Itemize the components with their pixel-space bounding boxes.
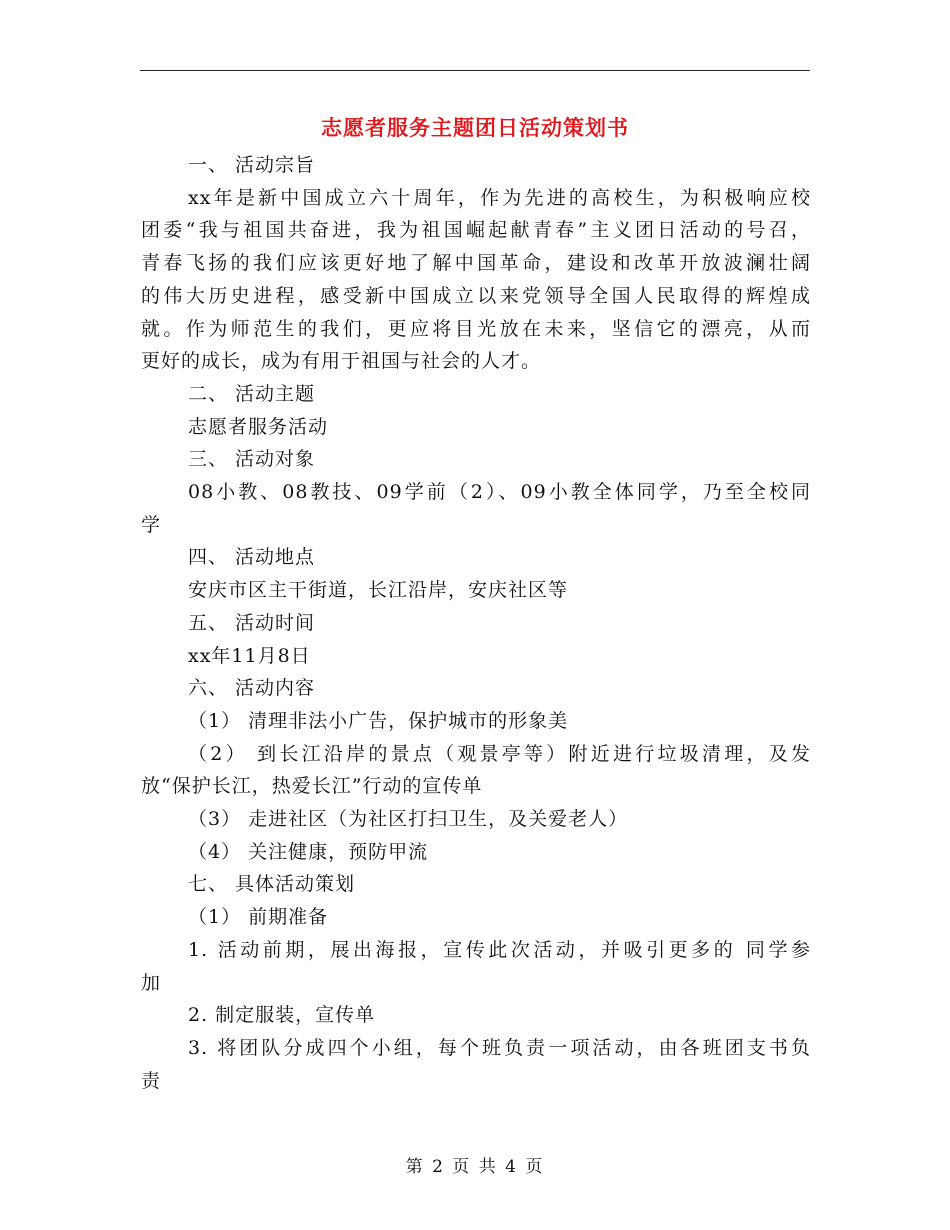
paragraph-line: 的伟大历史进程，感受新中国成立以来党领导全国人民取得的辉煌成 bbox=[141, 284, 811, 307]
paragraph-line: 青春飞扬的我们应该更好地了解中国革命，建设和改革开放波澜壮阔 bbox=[141, 252, 811, 275]
paragraph-line: 08小教、08教技、09学前（2）、09小教全体同学，乃至全校同 bbox=[188, 481, 811, 504]
section-heading: 四、 活动地点 bbox=[188, 546, 316, 569]
section-heading: 六、 活动内容 bbox=[188, 677, 316, 700]
list-item: （1） 前期准备 bbox=[188, 906, 329, 929]
section-heading: 五、 活动时间 bbox=[188, 611, 316, 634]
paragraph-line: 安庆市区主干街道，长江沿岸，安庆社区等 bbox=[188, 579, 569, 602]
header-rule bbox=[140, 70, 810, 71]
list-item: （4） 关注健康，预防甲流 bbox=[188, 840, 429, 863]
section-heading: 三、 活动对象 bbox=[188, 448, 316, 471]
list-item: 加 bbox=[141, 971, 162, 994]
paragraph-line: 更好的成长，成为有用于祖国与社会的人才。 bbox=[141, 350, 542, 373]
list-item: （3） 走进社区（为社区打扫卫生，及关爱老人） bbox=[188, 808, 629, 831]
list-item: 放“保护长江，热爱长江”行动的宣传单 bbox=[141, 775, 483, 798]
section-heading: 二、 活动主题 bbox=[188, 382, 316, 405]
paragraph-line: 志愿者服务活动 bbox=[188, 415, 329, 438]
paragraph-line: xx年11月8日 bbox=[188, 644, 311, 667]
document-body bbox=[141, 149, 811, 1097]
list-item: （1） 清理非法小广告，保护城市的形象美 bbox=[188, 709, 569, 732]
document-title: 志愿者服务主题团日活动策划书 bbox=[321, 115, 629, 140]
list-item: （2） 到长江沿岸的景点（观景亭等）附近进行垃圾清理，及发 bbox=[188, 742, 811, 765]
paragraph-line: 团委“我与祖国共奋进，我为祖国崛起献青春”主义团日活动的号召， bbox=[141, 219, 811, 242]
list-item: 责 bbox=[141, 1069, 162, 1092]
paragraph-line: xx年是新中国成立六十周年，作为先进的高校生，为积极响应校 bbox=[188, 186, 811, 209]
list-item: 3. 将团队分成四个小组，每个班负责一项活动，由各班团支书负 bbox=[188, 1036, 811, 1059]
section-heading: 七、 具体活动策划 bbox=[188, 873, 356, 896]
section-heading: 一、 活动宗旨 bbox=[188, 154, 316, 176]
page-footer: 第 2 页 共 4 页 bbox=[405, 1157, 545, 1177]
paragraph-line: 学 bbox=[141, 513, 162, 536]
paragraph-line: 就。作为师范生的我们，更应将目光放在未来，坚信它的漂亮，从而 bbox=[141, 317, 811, 340]
list-item: 1. 活动前期，展出海报，宣传此次活动，并吸引更多的 同学参 bbox=[188, 938, 811, 961]
list-item: 2. 制定服装，宣传单 bbox=[188, 1004, 376, 1027]
